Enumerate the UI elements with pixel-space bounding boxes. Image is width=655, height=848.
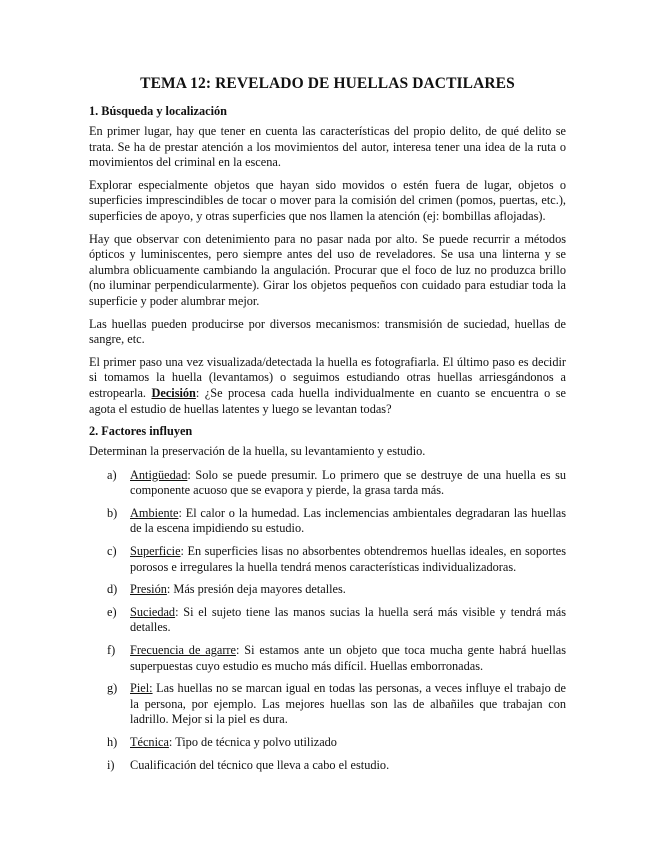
paragraph-1: En primer lugar, hay que tener en cuenta las características del propio delito, de qué delito se trata. Se ha de prestar atención a los movimientos del autor, interesa tener una idea de la ruta o movimientos del criminal en la escena. [89,124,566,170]
factor-term: Presión [130,582,167,597]
decision-term: Decisión [151,385,196,400]
factor-term: Superficie [130,544,181,559]
section-2-intro: Determinan la preservación de la huella, su levantamiento y estudio. [89,444,426,459]
list-item-text [130,758,566,774]
paragraph-2: Explorar especialmente objetos que hayan sido movidos o estén fuera de lugar, objetos o superficies imprescindibles de tocar o mover para la comisión del crimen (pomos, puertas, etc.), superficies de apoyo, y otras superficies que nos llamen la atención (ej: bombillas aflojadas). [89,177,566,223]
list-item-text [130,735,566,751]
factor-description: Cualificación del técnico que lleva a cabo el estudio. [130,757,390,772]
list-marker: f) [107,643,116,658]
section-influencing-factors [89,424,566,773]
list-marker: h) [107,735,118,749]
paragraph-3: Hay que observar con detenimiento para no pasar nada por alto. Se puede recurrir a métodos ópticos y luminiscentes, pero siempre antes del uso de reveladores. Se usa una linterna y se alumbra oblicuamente cambiando la angulación. Procurar que el foco de luz no produzca brillo (no iluminar perpendicularmente). Girar los objetos pequeños con cuidado para estudiar toda la superficie y poder alumbrar mejor. [89,231,566,308]
factor-term: Frecuencia de agarre [130,643,236,658]
list-item [89,506,566,537]
factor-term: Suciedad [130,604,176,619]
list-item-text [130,506,566,537]
list-item [89,544,566,575]
list-marker: i) [107,757,115,772]
factor-description: : Si el sujeto tiene las manos sucias la huella será más visible y tendrá más detalles. [130,604,566,635]
paragraph-5-lead: El primer paso una vez visualizada/detectada la huella es fotografiarla. El último paso es decidir si tomamos la huella (levantamos) o seguimos estudiando otras huellas arriesgándonos a estropearla. [89,354,566,400]
list-marker: g) [107,681,118,696]
factor-description: : Si estamos ante un objeto que toca mucha gente habrá huellas superpuestas cuyo estudio es mucho más difícil. Huellas emborronadas. [130,643,567,673]
factor-description: : Más presión deja mayores detalles. [166,582,346,597]
list-marker: b) [107,505,118,520]
factor-term: Antigüedad [130,467,188,482]
factor-term: Ambiente [130,505,179,520]
list-item-text [130,681,566,728]
section-search-localization [89,104,566,417]
paragraph-4: Las huellas pueden producirse por diversos mecanismos: transmisión de suciedad, huellas de sangre, etc. [89,316,566,347]
factor-description: : Tipo de técnica y polvo utilizado [168,735,337,749]
list-item [89,643,566,674]
section-1-heading: 1. Búsqueda y localización [89,104,228,118]
section-2-heading: 2. Factores influyen [89,424,193,439]
list-item [89,735,566,751]
factor-description: Las huellas no se marcan igual en todas las personas, a veces influye el trabajo de la persona, por ejemplo. Las mejores huellas son las de albañiles que trabajan con ladrillo. Mejor si la piel es dura. [130,681,566,727]
list-marker: e) [107,604,117,619]
list-item [89,468,566,499]
list-marker: d) [107,582,118,597]
list-item-text [130,544,566,575]
paragraph-5-rest: : ¿Se procesa cada huella individualmente en cuanto se encuentra o se agota el estudio de huellas latentes y luego se levantan todas? [89,385,566,416]
list-item-text [130,605,566,636]
document-title: TEMA 12: REVELADO DE HUELLAS DACTILARES [140,75,515,92]
factor-description: : Solo se puede presumir. Lo primero que se destruye de una huella es su componente acuoso que se evapora y pierde, la grasa tarda más. [130,467,566,498]
factor-term: Piel: [130,681,153,696]
factors-list [89,468,566,774]
list-item-text [130,468,566,499]
list-item [89,681,566,728]
paragraph-5 [89,355,566,417]
list-item [89,605,566,636]
factor-description: : El calor o la humedad. Las inclemencias ambientales degradaran las huellas de la escena impidiendo su estudio. [130,505,566,536]
list-item [89,758,566,774]
list-item [89,582,566,598]
list-marker: c) [107,544,117,559]
list-item-text [130,643,566,674]
list-item-text [130,582,566,598]
factor-term: Técnica [130,735,169,749]
list-marker: a) [107,467,117,482]
factor-description: : En superficies lisas no absorbentes obtendremos huellas ideales, en soportes porosos e irregulares la huella tendrá menos características individualizadoras. [130,544,566,574]
